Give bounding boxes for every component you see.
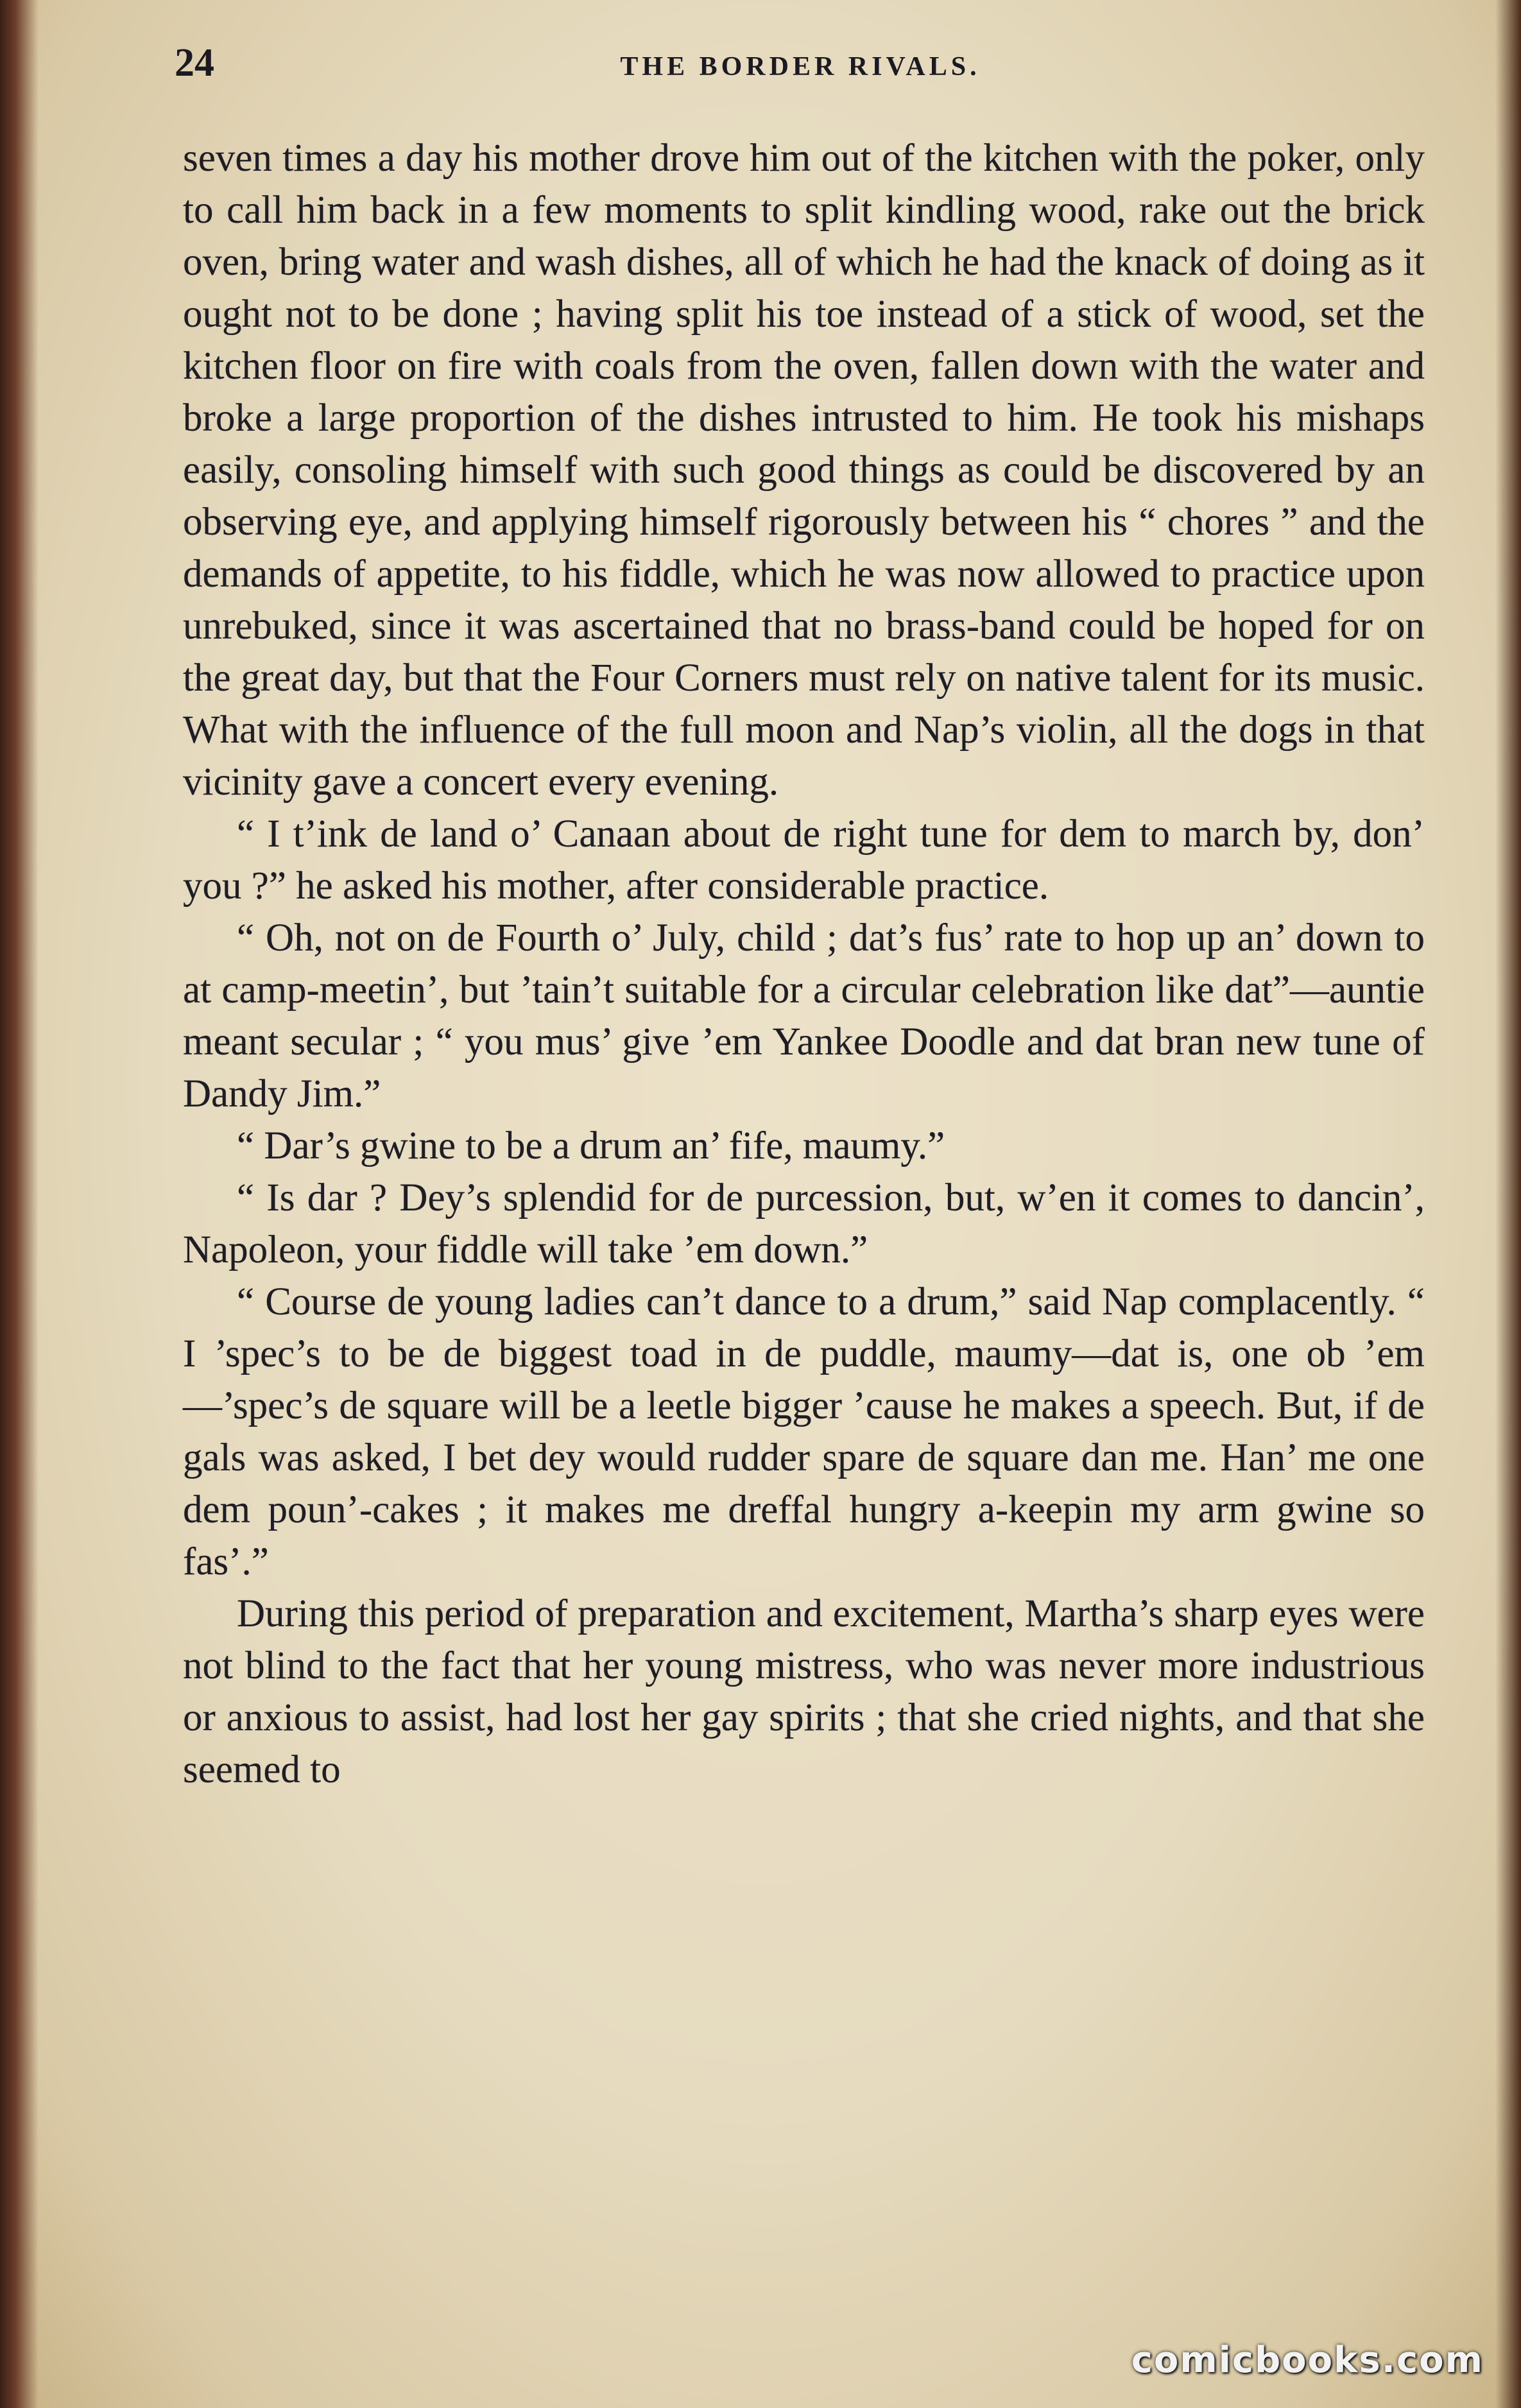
paragraph-4: “ Dar’s gwine to be a drum an’ fife, maumy.” [237,1124,945,1167]
paragraph-1: seven times a day his mother drove him out of the kitchen with the poker, only to call him back in a few moments to split kindling wood, rake out the brick oven, bring water and wash dishes, all of which he had the knack of doing as it ought not to be done ; having split his toe instead of a stick of wood, set the kitchen floor on fire with coals from the oven, fallen down with the water and broke a large proportion of the dishes intrusted to him. He took his mishaps easily, consoling himself with such good things as could be discovered by an observing eye, and applying himself rigorously between his “ chores ” and the demands of appetite, to his fiddle, which he was now allowed to practice upon unrebuked, since it was ascertained that no brass-band could be hoped for on the great day, but that the Four Corners must rely on native talent for its music. What with the influence of the full moon and Nap’s violin, all the dogs in that vicinity gave a concert every evening. [183,137,1425,804]
paragraph-3: “ Oh, not on de Fourth o’ July, child ; dat’s fus’ rate to hop up an’ down to at camp-meetin’, but ’tain’t suitable for a circular celebration like dat”—auntie meant secular ; “ you mus’ give ’em Yankee Doodle and dat bran new tune of Dandy Jim.” [183,916,1425,1115]
page-header [175,37,1426,89]
paragraph-2: “ I t’ink de land o’ Canaan about de right tune for dem to march by, don’ you ?” he asked his mother, after considerable practice. [183,813,1425,907]
paragraph-5: “ Is dar ? Dey’s splendid for de purcession, but, w’en it comes to dancin’, Napoleon, your fiddle will take ’em down.” [183,1176,1425,1271]
body-text [183,132,1425,1796]
page-number: 24 [175,41,214,85]
page-right-edge [1495,0,1521,2408]
running-head: THE BORDER RIVALS. [620,52,981,82]
paragraph-7: During this period of preparation and excitement, Martha’s sharp eyes were not blind to the fact that her young mistress, who was never more industrious or anxious to assist, had lost her gay spirits ; that she cried nights, and that she seemed to [183,1592,1425,1791]
watermark: comicbooks.com [1131,2339,1484,2381]
page-left-edge [0,0,39,2408]
paragraph-6: “ Course de young ladies can’t dance to a drum,” said Nap complacently. “ I ’spec’s to be de biggest toad in de puddle, maumy—dat is, one ob ’em—’spec’s de square will be a leetle bigger ’cause he makes a speech. But, if de gals was asked, I bet dey would rudder spare de square dan me. Han’ me one dem poun’-cakes ; it makes me dreffal hungry a-keepin my arm gwine so fas’.” [183,1280,1425,1583]
